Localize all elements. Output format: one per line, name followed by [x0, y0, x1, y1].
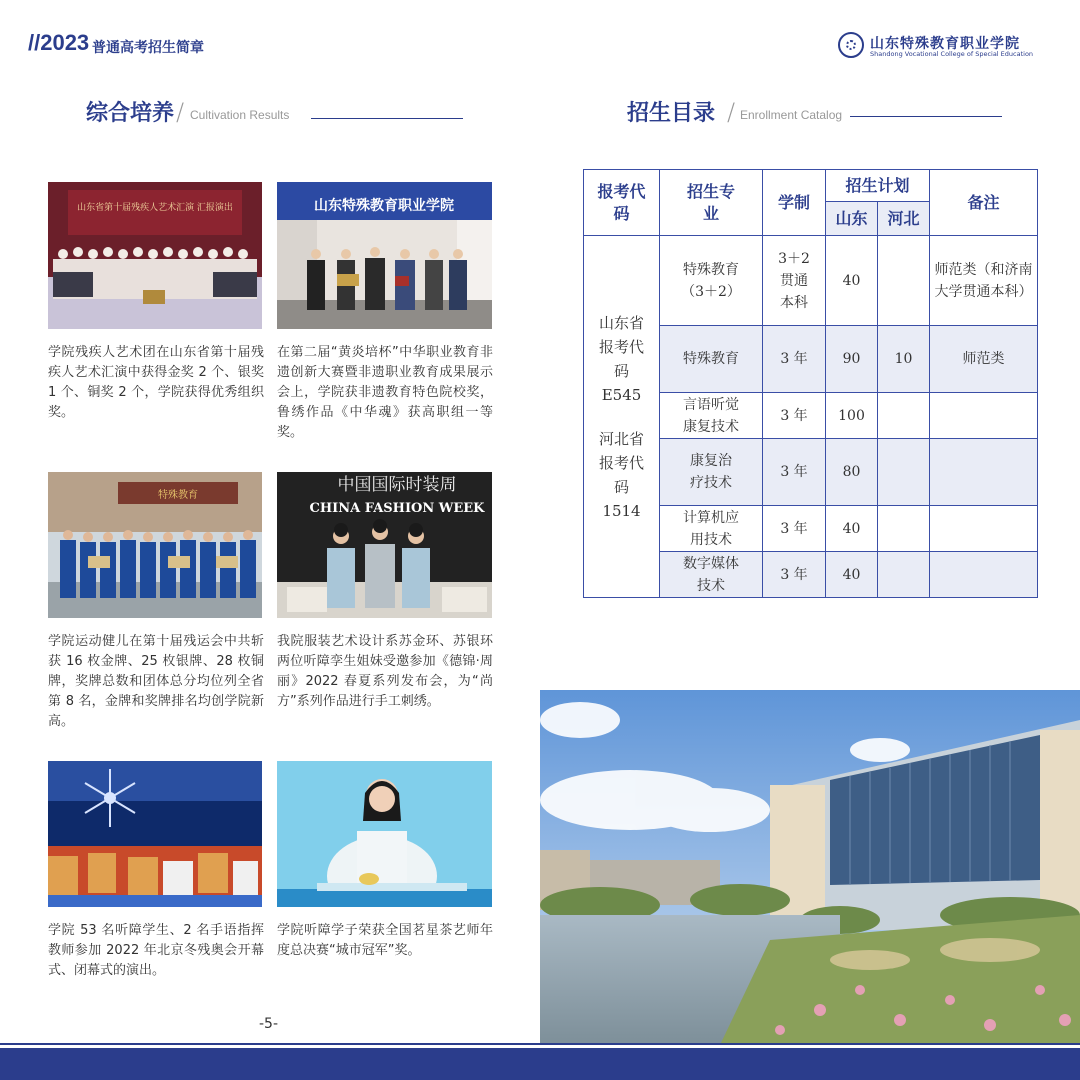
brochure-subtitle: 普通高考招生简章 [92, 40, 204, 56]
hebei-quota-cell [878, 506, 930, 552]
exhibition-banner: 山东特殊教育职业学院 [314, 198, 454, 214]
shandong-quota-cell: 40 [826, 552, 878, 598]
header-shandong: 山东 [826, 202, 878, 236]
header-major: 招生专业 [660, 170, 763, 236]
shandong-code: E545 [601, 385, 642, 404]
shandong-quota-cell: 40 [826, 506, 878, 552]
hebei-code: 1514 [602, 501, 641, 520]
major-cell: 计算机应用技术 [660, 506, 763, 552]
years-cell: 3 年 [763, 439, 826, 506]
hebei-quota-cell: 10 [878, 326, 930, 393]
major-cell: 特殊教育 [660, 326, 763, 393]
athletes-photo [48, 472, 262, 618]
hebei-code-label: 河北省报考代码 [598, 429, 644, 496]
note-cell: 师范类 [930, 326, 1038, 393]
catalog-title-rule [850, 116, 1002, 117]
major-cell: 数字媒体技术 [660, 552, 763, 598]
header-years: 学制 [763, 170, 826, 236]
major-cell: 康复治疗技术 [660, 439, 763, 506]
major-cell: 言语听觉康复技术 [660, 393, 763, 439]
hebei-quota-cell [878, 439, 930, 506]
exhibition-caption: 在第二届“黄炎培杯”中华职业教育非遗创新大赛暨非遗职业教育成果展示会上，学院获非遗教育特色院校奖，鲁绣作品《中华魂》获高职组一等奖。 [277, 345, 493, 440]
athletes-banner: 特殊教育 [158, 490, 198, 501]
art-troupe-banner: 山东省第十届残疾人艺术汇演 汇报演出 [77, 203, 233, 213]
school-name-en: Shandong Vocational College of Special Education [870, 50, 1034, 58]
catalog-title: 招生目录 [627, 101, 716, 126]
title-slash-decoration: / [176, 98, 185, 126]
tea-art-caption: 学院听障学子荣获全国茗星茶艺师年度总决赛“城市冠军”奖。 [277, 923, 493, 958]
tea-art-photo [277, 761, 492, 907]
header-code: 报考代码 [584, 170, 660, 236]
cultivation-title-rule [311, 118, 463, 119]
major-cell: 特殊教育（3＋2） [660, 236, 763, 326]
fashion-banner-cn: 中国国际时装周 [337, 475, 457, 495]
fashion-banner-en: CHINA FASHION WEEK [309, 501, 485, 516]
title-slash-decoration: / [727, 98, 736, 126]
exhibition-photo [277, 182, 492, 329]
school-logo-icon [838, 32, 864, 58]
years-cell: 3 年 [763, 552, 826, 598]
paralympics-caption: 学院 53 名听障学生、2 名手语指挥教师参加 2022 年北京冬残奥会开幕式、闭幕式的演出。 [48, 923, 264, 978]
catalog-title-en: Enrollment Catalog [740, 108, 843, 122]
years-cell: 3＋2贯通本科 [763, 236, 826, 326]
footer-bar [0, 1048, 1080, 1080]
hebei-quota-cell [878, 236, 930, 326]
school-name: 山东特殊教育职业学院 [870, 36, 1020, 52]
athletes-caption: 学院运动健儿在第十届残运会中共斩获 16 枚金牌、25 枚银牌、28 枚铜牌，奖牌总数和团体总分均位列全省第 8 名，金牌和奖牌排名均创学院新高。 [48, 634, 264, 729]
fashion-week-caption: 我院服装艺术设计系苏金环、苏银环两位听障孪生姐妹受邀参加《德锦·周丽》2022 春夏系列发布会，为“尚方”系列作品进行手工刺绣。 [277, 634, 493, 709]
cultivation-title: 综合培养 [86, 101, 175, 126]
note-cell [930, 393, 1038, 439]
page-number: -5- [259, 1016, 279, 1032]
shandong-quota-cell: 40 [826, 236, 878, 326]
hebei-quota-cell [878, 552, 930, 598]
hebei-quota-cell [878, 393, 930, 439]
art-troupe-photo [48, 182, 262, 329]
years-cell: 3 年 [763, 393, 826, 439]
shandong-quota-cell: 100 [826, 393, 878, 439]
shandong-code-label: 山东省报考代码 [598, 313, 644, 380]
exam-code-cell [584, 236, 660, 598]
note-cell: 师范类（和济南大学贯通本科） [930, 236, 1038, 326]
campus-photo [540, 690, 1080, 1045]
header-plan: 招生计划 [826, 170, 930, 202]
footer-rule [0, 1043, 1080, 1045]
brochure-year: //2023 [28, 30, 90, 55]
years-cell: 3 年 [763, 506, 826, 552]
header-note: 备注 [930, 170, 1038, 236]
paralympics-photo [48, 761, 262, 907]
cultivation-title-en: Cultivation Results [190, 108, 290, 122]
art-troupe-caption: 学院残疾人艺术团在山东省第十届残疾人艺术汇演中获得金奖 2 个、银奖 1 个、铜奖 2 个，学院获得优秀组织奖。 [48, 345, 264, 420]
years-cell: 3 年 [763, 326, 826, 393]
enrollment-catalog-table [583, 169, 1038, 598]
shandong-quota-cell: 90 [826, 326, 878, 393]
fashion-week-photo [277, 472, 492, 618]
note-cell [930, 506, 1038, 552]
note-cell [930, 552, 1038, 598]
header-hebei: 河北 [878, 202, 930, 236]
note-cell [930, 439, 1038, 506]
shandong-quota-cell: 80 [826, 439, 878, 506]
